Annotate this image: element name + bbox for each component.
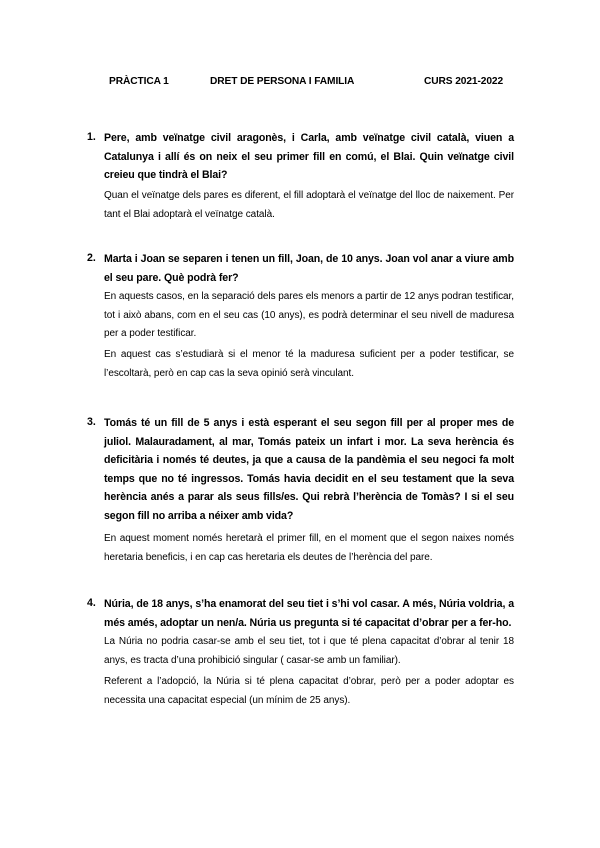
header-course: CURS 2021-2022 [424, 76, 504, 87]
question-text: Núria, de 18 anys, s’ha enamorat del seu tiet i s’hi vol casar. A més, Núria voldria, a més amés, adoptar un nen/a. Núria us pregunta si té capacitat d’obrar per a fer-ho. [104, 598, 514, 629]
answer-paragraph: En aquests casos, en la separació dels pares els menors a partir de 12 anys podran testificar, tot i això abans, com en el seu cas (10 anys), es podrà determinar el seu nivell de maduresa per a poder testificar. [104, 291, 514, 340]
question-number: 2. [87, 252, 96, 264]
question-number: 3. [87, 416, 96, 428]
answer-paragraph: En aquest cas s’estudiarà si el menor té la maduresa suficient per a poder testificar, se l’escoltarà, però en cap cas la seva opinió serà vinculant. [104, 349, 514, 379]
question-text: Tomás té un fill de 5 anys i està esperant el seu segon fill per al proper mes de juliol. Malauradament, al mar, Tomás pateix un infart i mor. La seva herència és deficitària i només té deutes, ja que a causa de la pandèmia el seu negoci fa molt temps que no té ingressos. Tomás havia decidit en el seu testament que la seva herència anés a parar als seus fills/es. Qui rebrà l’herència de Tomàs? I si el seu segon fill no arriba a néixer amb vida? [104, 417, 514, 522]
answer-paragraph: En aquest moment només heretarà el primer fill, en el moment que el segon naixes només heretaria beneficis, i en cap cas heretaria els deutes de l’herència del pare. [104, 533, 514, 563]
question-number: 1. [87, 131, 96, 143]
header-practice: PRÀCTICA 1 [109, 76, 169, 87]
header-subject: DRET DE PERSONA I FAMILIA [210, 76, 355, 87]
answer-paragraph: Quan el veïnatge dels pares es diferent, el fill adoptarà el veïnatge del lloc de naixement. Per tant el Blai adoptarà el veïnatge català. [104, 190, 514, 220]
answer-paragraph: Referent a l’adopció, la Núria si té plena capacitat d’obrar, però per a poder adoptar es necessita una capacitat especial (un mínim de 25 anys). [104, 676, 514, 706]
document-header [0, 76, 600, 90]
question-text: Pere, amb veïnatge civil aragonès, i Carla, amb veïnatge civil català, viuen a Catalunya i allí és on neix el seu primer fill en comú, el Blai. Quin veïnatge civil creieu que tindrà el Blai? [104, 132, 514, 182]
question-text: Marta i Joan se separen i tenen un fill, Joan, de 10 anys. Joan vol anar a viure amb el seu pare. Què podrà fer? [104, 253, 514, 284]
question-number: 4. [87, 597, 96, 609]
answer-paragraph: La Núria no podria casar-se amb el seu tiet, tot i que té plena capacitat d’obrar al tenir 18 anys, es tracta d’una prohibició singular ( casar-se amb un familiar). [104, 636, 514, 666]
